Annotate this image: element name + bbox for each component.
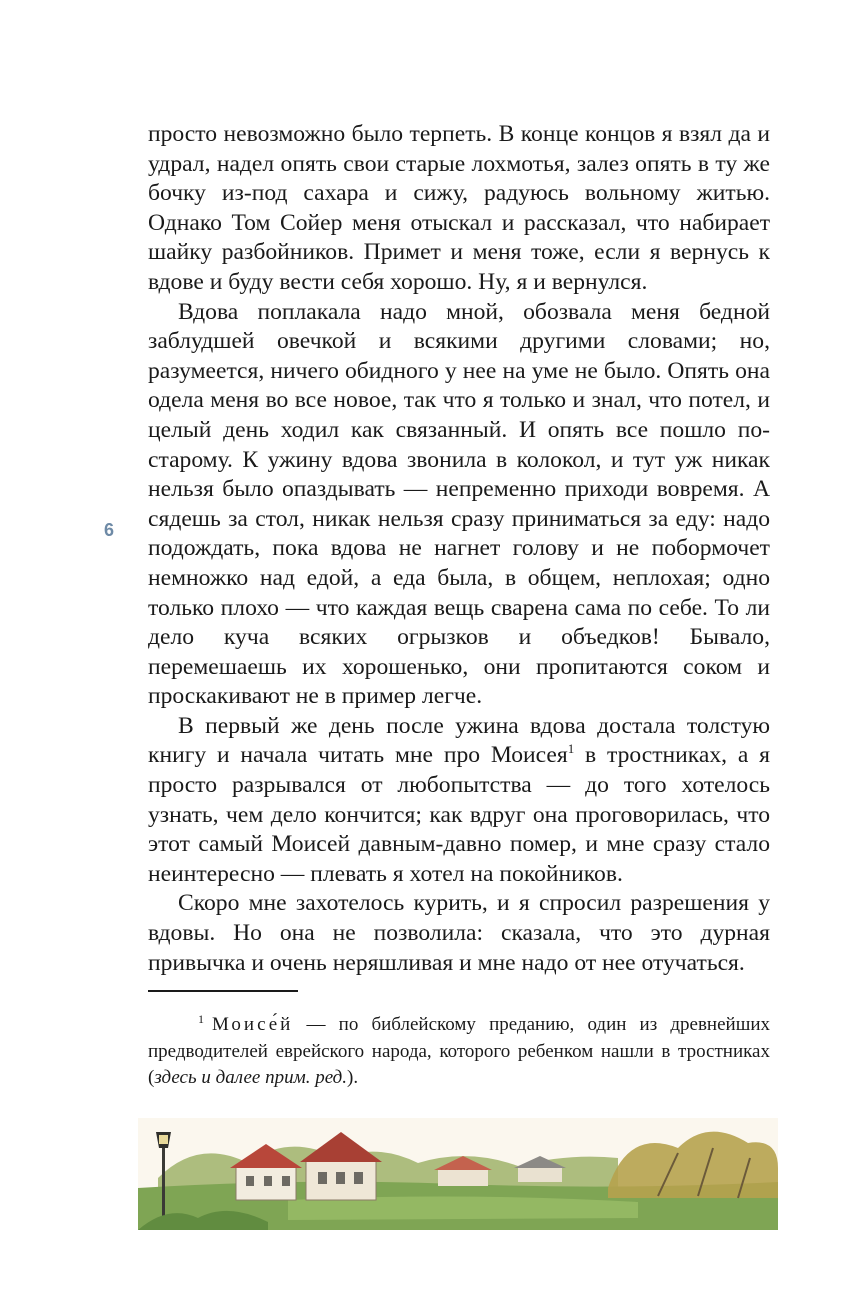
main-text (148, 120, 770, 978)
footnote-emphasis: здесь и далее прим. ред. (154, 1067, 348, 1088)
page-number: 6 (104, 520, 115, 540)
paragraph-2: Вдова поплакала надо мной, обозвала меня бедной заблудшей овечкой и всякими другими словами; но, разумеется, ничего обидного у нее на уме не было. Опять она одела меня во все новое, так что я только и знал, что потел, и целый день ходил как связанный. И опять все пошло по-старому. К ужину вдова звонила в колокол, и тут уж никак нельзя было опаздывать — непременно приходи вовремя. А сядешь за стол, никак нельзя сразу приниматься за еду: надо подождать, пока вдова не нагнет голову и не побормочет немножко над едой, а еда была, в общем, неплохая; одно только плохо — что каждая вещь сварена сама по себе. То ли дело куча всяких огрызков и объедков! Бывало, перемешаешь их хорошенько, они пропитаются соком и проскакивают не в пример легче. (148, 298, 770, 710)
footnote-term: Моисе́й (212, 1014, 294, 1035)
paragraph-3 (148, 712, 770, 890)
village-landscape-illustration (138, 1118, 778, 1230)
footnote-closing: ). (347, 1067, 359, 1088)
footnote-divider (148, 990, 298, 992)
paragraph-1: просто невозможно было терпеть. В конце концов я взял да и удрал, надел опять свои старые лохмотья, залез опять в ту же бочку из-под сахара и сижу, радуюсь вольному житью. Однако Том Сойер меня отыскал и рассказал, что набирает шайку разбойников. Примет и меня тоже, если я вернусь к вдове и буду вести себя хорошо. Ну, я и вернулся. (148, 121, 770, 295)
footnote-reference[interactable]: 1 (567, 741, 575, 757)
paragraph-3-end: в тростниках, а я просто разрывался от любопытства — до того хотелось узнать, чем дело кончится; как вдруг она проговорилась, что этот самый Моисей давным-давно помер, и мне сразу стало неинтересно — плевать я хотел на покойников. (148, 742, 770, 887)
paragraph-3-start: В первый же день после ужина вдова достала толстую книгу и начала читать мне про Моисея (148, 712, 770, 769)
footnote (148, 1012, 770, 1092)
footnote-text: — по библейскому преданию, один из древнейших предводителей еврейского народа, которого ребенком нашли в тростниках ( (148, 1014, 770, 1088)
paragraph-4: Скоро мне захотелось курить, и я спросил разрешения у вдовы. Но она не позволила: сказала, что это дурная привычка и очень неряшливая и мне надо от нее отучаться. (148, 890, 770, 976)
footnote-mark: 1 (198, 1011, 204, 1026)
